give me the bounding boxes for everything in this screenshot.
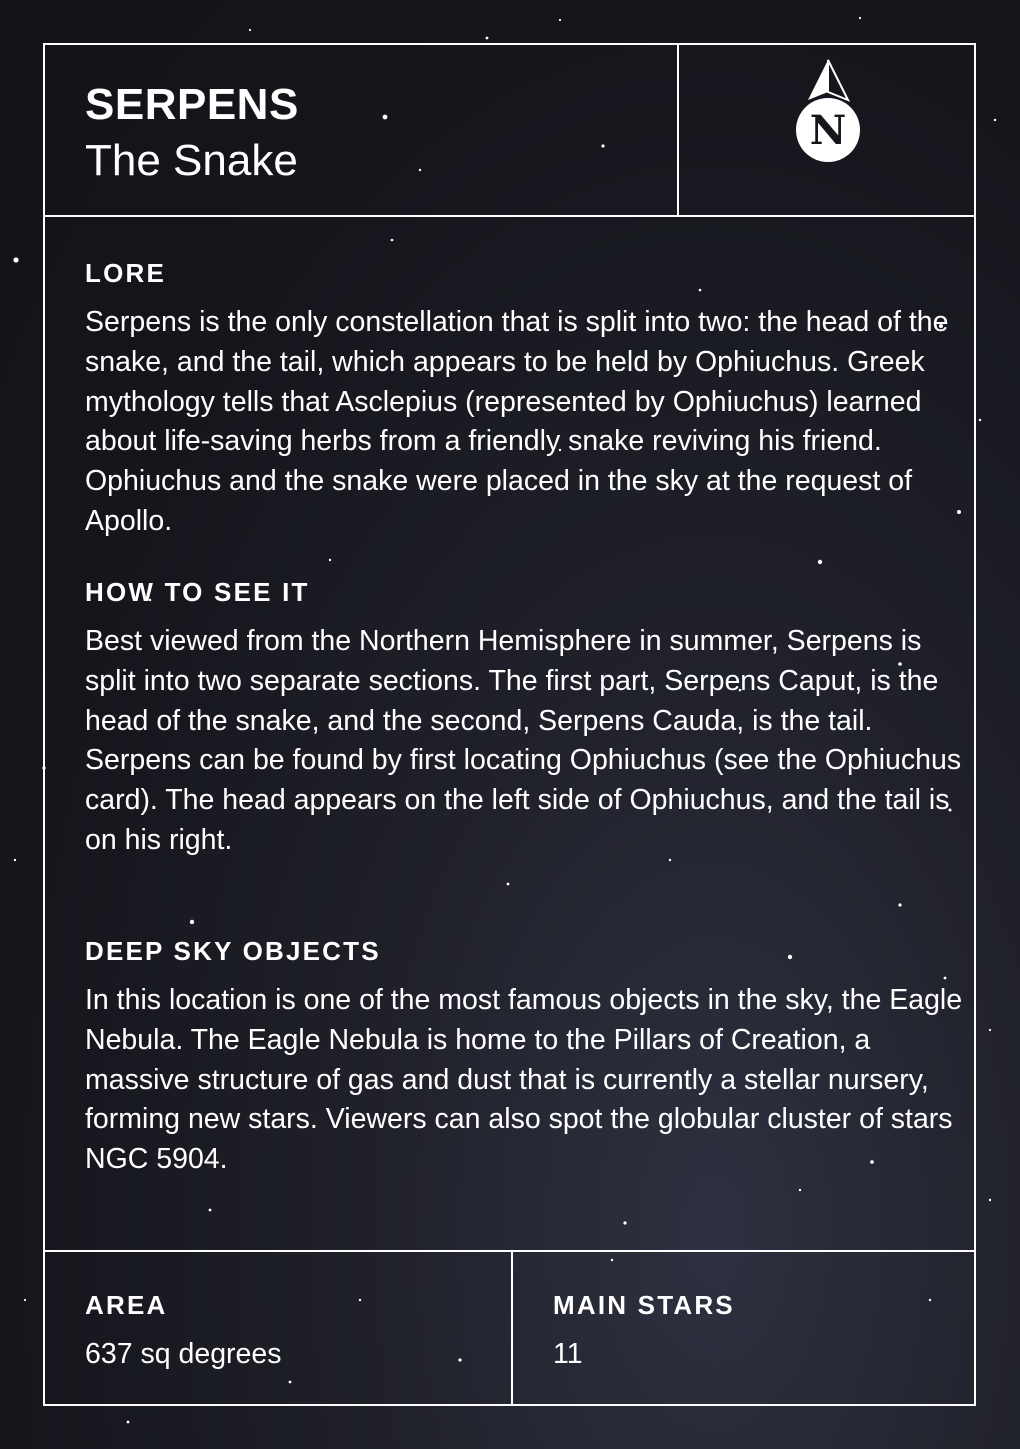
footer-divider	[45, 1250, 974, 1252]
header-divider	[45, 215, 974, 217]
how-to-see-text: Best viewed from the Northern Hemisphere in summer, Serpens is split into two separate sections. The first part, Serpens Caput, is the head of the snake, and the second, Serpens Cauda, is the tail. Serpens can be found by first locating Ophiuchus (see the Ophiuchus card). The head appears on the left side of Ophiuchus, and the tail is on his right.	[85, 625, 962, 856]
deep-sky-text: In this location is one of the most famous objects in the sky, the Eagle Nebula. The Eagle Nebula is home to the Pillars of Creation, a massive structure of gas and dust that is currently a stellar nursery, forming new stars. Viewers can also spot the globular cluster of stars NGC 5904.	[85, 984, 963, 1176]
north-compass-icon	[790, 58, 866, 168]
compass-letter: N	[809, 107, 847, 154]
footer-column-divider	[511, 1250, 513, 1406]
main-stars-value: 11	[553, 1338, 583, 1370]
constellation-name: SERPENS	[85, 80, 299, 129]
lore-heading: LORE	[85, 258, 167, 288]
how-to-see-heading: HOW TO SEE IT	[85, 577, 310, 607]
main-stars-label: MAIN STARS	[553, 1290, 735, 1320]
area-value: 637 sq degrees	[85, 1338, 282, 1370]
header-column-divider	[677, 45, 679, 215]
constellation-common-name: The Snake	[85, 136, 298, 185]
lore-text: Serpens is the only constellation that is split into two: the head of the snake, and the tail, which appears to be held by Ophiuchus. Greek mythology tells that Asclepius (represented by Ophiuchus) learned about life-saving herbs from a friendly snake reviving his friend. Ophiuchus and the snake were placed in the sky at the request of Apollo.	[85, 306, 949, 537]
area-label: AREA	[85, 1290, 168, 1320]
deep-sky-heading: DEEP SKY OBJECTS	[85, 936, 381, 966]
